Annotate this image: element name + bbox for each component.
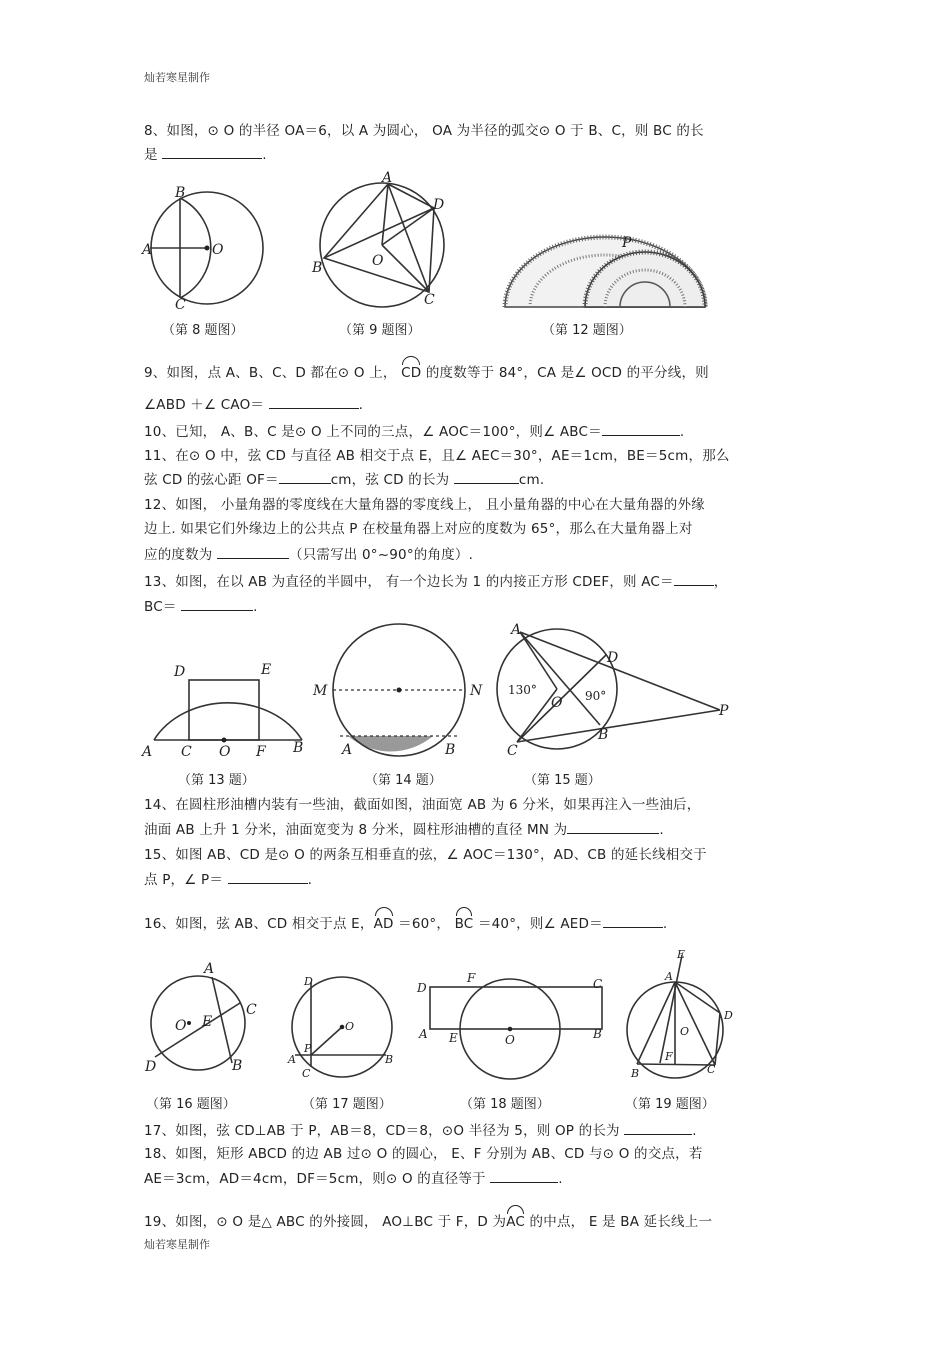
f8-label-o: O	[212, 242, 224, 258]
f18-label-d: D	[417, 981, 427, 995]
q8-line2: 是 .	[144, 147, 267, 163]
f8-label-b: B	[175, 185, 186, 201]
f14-label-n: N	[470, 683, 483, 699]
figure-16	[140, 958, 265, 1078]
arc-bc: BC	[455, 913, 474, 933]
f9-label-c: C	[424, 292, 435, 308]
f17-label-d: D	[304, 975, 313, 988]
f19-label-f: F	[665, 1050, 673, 1063]
caption-fig12: （第 12 题图）	[542, 323, 632, 338]
answer-blank-q11b[interactable]	[454, 470, 519, 484]
f14-label-m: M	[313, 683, 328, 699]
f17-label-o: O	[345, 1020, 355, 1033]
page-header: 灿若寒星制作	[144, 71, 210, 84]
q16-line: 16、如图，弦 AB、CD 相交于点 E，AD ＝60°， BC ＝40°，则∠ AED＝ .	[144, 913, 667, 933]
f19-label-e: E	[677, 948, 686, 961]
answer-blank-q14[interactable]	[567, 820, 659, 834]
q13-line1: 13、如图，在以 AB 为直径的半圆中， 有一个边长为 1 的内接正方形 CDEF，则 AC＝ ，	[144, 574, 728, 590]
f15-label-130: 130°	[508, 683, 537, 697]
q11-line1: 11、在⊙ O 中，弦 CD 与直径 AB 相交于点 E，且∠ AEC＝30°，AE＝1cm，BE＝5cm，那么	[144, 448, 730, 464]
q18-line1: 18、如图，矩形 ABCD 的边 AB 过⊙ O 的圆心， E、F 分别为 AB、CD 与⊙ O 的交点，若	[144, 1146, 703, 1162]
f19-label-d: D	[724, 1009, 733, 1022]
page-footer: 灿若寒星制作	[144, 1238, 210, 1251]
f15-label-c: C	[507, 743, 518, 759]
f15-label-o: O	[551, 695, 563, 711]
q13-line2: BC＝ .	[144, 599, 258, 615]
q12-line2: 边上. 如果它们外缘边上的公共点 P 在校量角器上对应的度数为 65°，那么在大量角器上对	[144, 521, 693, 537]
f17-label-b: B	[385, 1053, 394, 1066]
caption-fig14: （第 14 题）	[365, 773, 442, 788]
f13-label-o: O	[219, 744, 231, 760]
arc-ad: AD	[374, 913, 394, 933]
figure-13	[140, 660, 310, 760]
figure-19	[620, 945, 750, 1085]
f16-label-e: E	[202, 1014, 213, 1030]
q15-line2: 点 P，∠ P＝ .	[144, 872, 313, 888]
f19-label-o: O	[680, 1025, 690, 1038]
f12-label-p: P	[622, 235, 632, 251]
f16-label-c: C	[246, 1002, 257, 1018]
f16-label-b: B	[232, 1058, 243, 1074]
f13-label-c: C	[181, 744, 192, 760]
caption-fig18: （第 18 题图）	[460, 1097, 550, 1112]
answer-blank-q10[interactable]	[602, 422, 680, 436]
f18-label-c: C	[593, 977, 603, 991]
f14-label-a: A	[342, 742, 353, 758]
arc-cd: CD	[401, 362, 421, 382]
f13-label-b: B	[293, 740, 304, 756]
q8-line1: 8、如图，⊙ O 的半径 OA＝6，以 A 为圆心， OA 为半径的弧交⊙ O 于 B、C，则 BC 的长	[144, 123, 704, 139]
q15-line1: 15、如图 AB、CD 是⊙ O 的两条互相垂直的弦，∠ AOC＝130°，AD、CB 的延长线相交于	[144, 847, 707, 863]
answer-blank-q13a[interactable]	[674, 572, 714, 586]
answer-blank-q17[interactable]	[624, 1121, 692, 1135]
caption-fig15: （第 15 题）	[524, 773, 601, 788]
f18-label-e: E	[449, 1031, 458, 1045]
f9-label-o: O	[372, 253, 384, 269]
caption-fig13: （第 13 题）	[178, 773, 255, 788]
f18-label-b: B	[593, 1027, 602, 1041]
f19-label-a: A	[665, 970, 673, 983]
f17-label-c: C	[302, 1067, 311, 1080]
f15-label-p: P	[719, 703, 729, 719]
f18-label-o: O	[505, 1033, 515, 1047]
f18-label-f: F	[467, 971, 476, 985]
figure-14	[310, 622, 490, 762]
f9-label-d: D	[433, 197, 445, 213]
answer-blank-q18[interactable]	[490, 1169, 558, 1183]
f15-label-d: D	[607, 650, 619, 666]
answer-blank-q16[interactable]	[603, 914, 663, 928]
figure-15	[495, 622, 735, 762]
f13-label-a: A	[142, 744, 153, 760]
f14-label-b: B	[445, 742, 456, 758]
f16-label-d: D	[145, 1059, 157, 1075]
caption-fig16: （第 16 题图）	[146, 1097, 236, 1112]
f18-label-a: A	[419, 1027, 428, 1041]
f15-label-b: B	[598, 727, 609, 743]
f15-label-a: A	[511, 622, 522, 638]
q19-line: 19、如图，⊙ O 是△ ABC 的外接圆， AO⊥BC 于 F，D 为AC 的中点， E 是 BA 延长线上一	[144, 1211, 712, 1231]
f13-label-e: E	[261, 662, 272, 678]
caption-fig8: （第 8 题图）	[162, 323, 244, 338]
answer-blank-q15[interactable]	[228, 870, 308, 884]
answer-blank-q11a[interactable]	[279, 470, 331, 484]
f17-label-a: A	[288, 1053, 296, 1066]
f19-label-b: B	[631, 1067, 640, 1080]
answer-blank-q13b[interactable]	[181, 597, 253, 611]
q14-line2: 油面 AB 上升 1 分米，油面宽变为 8 分米，圆柱形油槽的直径 MN 为 .	[144, 822, 664, 838]
f16-label-a: A	[204, 961, 215, 977]
f13-label-d: D	[174, 664, 186, 680]
caption-fig9: （第 9 题图）	[339, 323, 421, 338]
f19-label-c: C	[707, 1063, 716, 1076]
q14-line1: 14、在圆柱形油槽内装有一些油，截面如图，油面宽 AB 为 6 分米，如果再注入一些油后，	[144, 797, 701, 813]
figure-17	[285, 972, 400, 1082]
caption-fig17: （第 17 题图）	[302, 1097, 392, 1112]
f17-label-p: P	[304, 1042, 312, 1055]
f8-label-c: C	[175, 297, 186, 313]
caption-fig19: （第 19 题图）	[625, 1097, 715, 1112]
f13-label-f: F	[256, 744, 266, 760]
q18-line2: AE＝3cm，AD＝4cm，DF＝5cm，则⊙ O 的直径等于 .	[144, 1171, 563, 1187]
q11-line2: 弦 CD 的弦心距 OF＝ cm，弦 CD 的长为 cm.	[144, 472, 545, 488]
q9-line1: 9、如图，点 A、B、C、D 都在⊙ O 上， CD 的度数等于 84°，CA 是∠ OCD 的平分线，则	[144, 362, 709, 382]
answer-blank-q8[interactable]	[162, 145, 262, 159]
q10-line: 10、已知， A、B、C 是⊙ O 上不同的三点，∠ AOC＝100°，则∠ ABC＝ .	[144, 424, 685, 440]
f9-label-a: A	[382, 170, 393, 186]
f15-label-90: 90°	[585, 689, 607, 703]
f8-label-a: A	[142, 242, 153, 258]
figure-8	[140, 185, 270, 315]
q9-line2: ∠ABD ＋∠ CAO＝ .	[144, 397, 364, 413]
f16-label-o: O	[175, 1018, 187, 1034]
q12-line1: 12、如图， 小量角器的零度线在大量角器的零度线上， 且小量角器的中心在大量角器的外缘	[144, 497, 705, 513]
answer-blank-q9[interactable]	[269, 395, 359, 409]
f9-label-b: B	[312, 260, 323, 276]
q17-line: 17、如图，弦 CD⊥AB 于 P，AB＝8，CD＝8，⊙O 半径为 5，则 OP 的长为 .	[144, 1123, 697, 1139]
figure-18	[415, 968, 610, 1083]
q12-line3: 应的度数为 （只需写出 0°~90°的角度）.	[144, 547, 474, 563]
arc-ac: AC	[506, 1211, 525, 1231]
figure-9	[310, 172, 460, 312]
answer-blank-q12[interactable]	[217, 545, 289, 559]
figure-12	[500, 230, 715, 310]
